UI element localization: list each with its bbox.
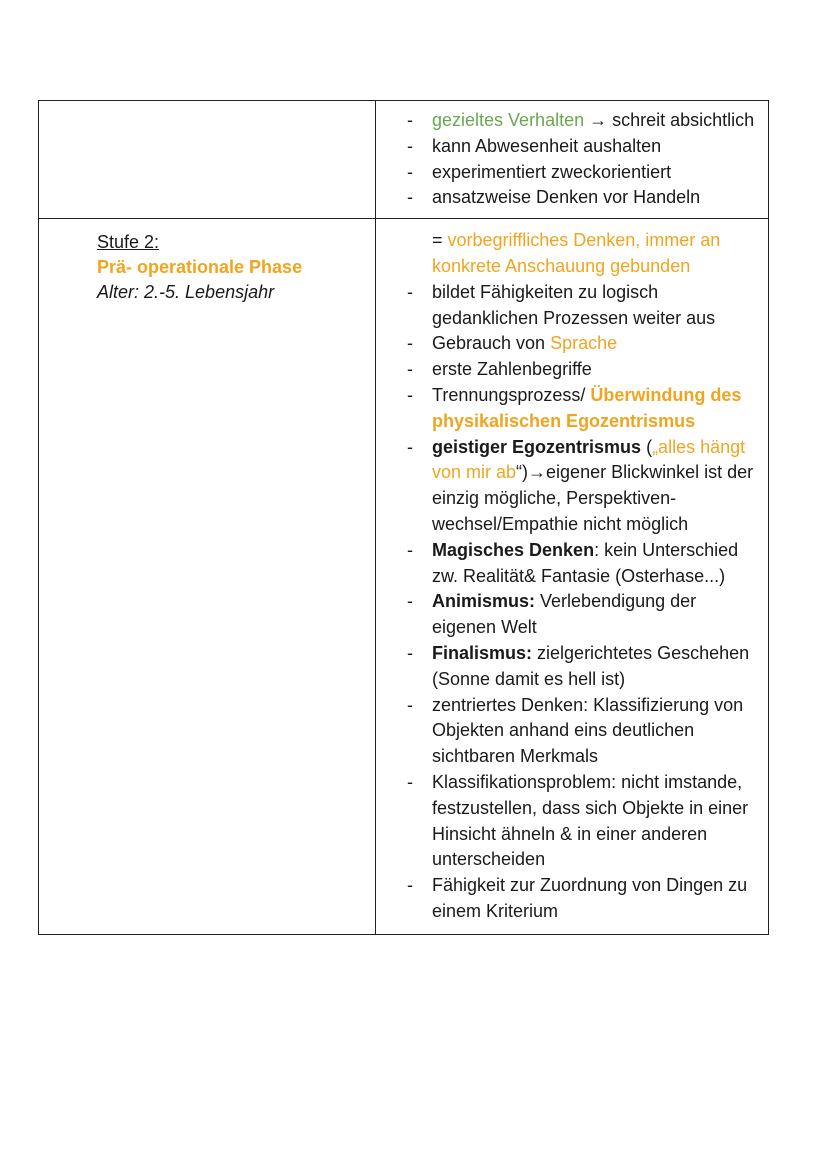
table-row	[39, 218, 768, 934]
list-item: - Klassifikationsproblem: nicht imstande, festzustellen, dass sich Objekte in einer Hinsicht ähneln & in einer anderen unterscheiden	[376, 770, 768, 873]
stage-cell	[39, 219, 376, 934]
characteristics-cell	[376, 101, 768, 218]
stage-label: Stufe 2:	[97, 232, 160, 253]
list-item: - Animismus: Verlebendigung der eigenen Welt	[376, 589, 768, 641]
list-item: - Magisches Denken: kein Unterschied zw. Realität& Fantasie (Osterhase...)	[376, 538, 768, 590]
list-item: - kann Abwesenheit aushalten	[376, 134, 768, 160]
list-item: - experimentiert zweckorientiert	[376, 160, 768, 186]
list-item: - gezieltes Verhalten → schreit absichtlich	[376, 108, 768, 134]
list-item: - Finalismus: zielgerichtetes Geschehen (Sonne damit es hell ist)	[376, 641, 768, 693]
stages-table	[38, 100, 769, 935]
stage-cell-empty	[39, 101, 376, 218]
intro-definition: = vorbegriffliches Denken, immer an konkrete Anschauung gebunden	[432, 230, 721, 276]
table-row	[39, 101, 768, 218]
list-item: - Gebrauch von Sprache	[376, 331, 768, 357]
phase-name: Prä- operationale Phase	[97, 257, 303, 278]
characteristics-list	[376, 108, 768, 211]
characteristics-cell	[376, 219, 768, 934]
list-item: - bildet Fähigkeiten zu logisch gedanklichen Prozessen weiter aus	[376, 280, 768, 332]
list-item: - Fähigkeit zur Zuordnung von Dingen zu einem Kriterium	[376, 873, 768, 925]
list-item: - zentriertes Denken: Klassifizierung von Objekten anhand eins deutlichen sichtbaren Merkmals	[376, 693, 768, 770]
list-item: - erste Zahlenbegriffe	[376, 357, 768, 383]
age-range: Alter: 2.-5. Lebensjahr	[97, 282, 275, 303]
list-item: - Trennungsprozess/ Überwindung des physikalischen Egozentrismus	[376, 383, 768, 435]
list-item: - ansatzweise Denken vor Handeln	[376, 185, 768, 211]
list-item: - geistiger Egozentrismus („alles hängt von mir ab“)→eigener Blickwinkel ist der einzig mögliche, Perspektiven-wechsel/Empathie nicht möglich	[376, 435, 768, 538]
characteristics-list	[376, 228, 768, 925]
